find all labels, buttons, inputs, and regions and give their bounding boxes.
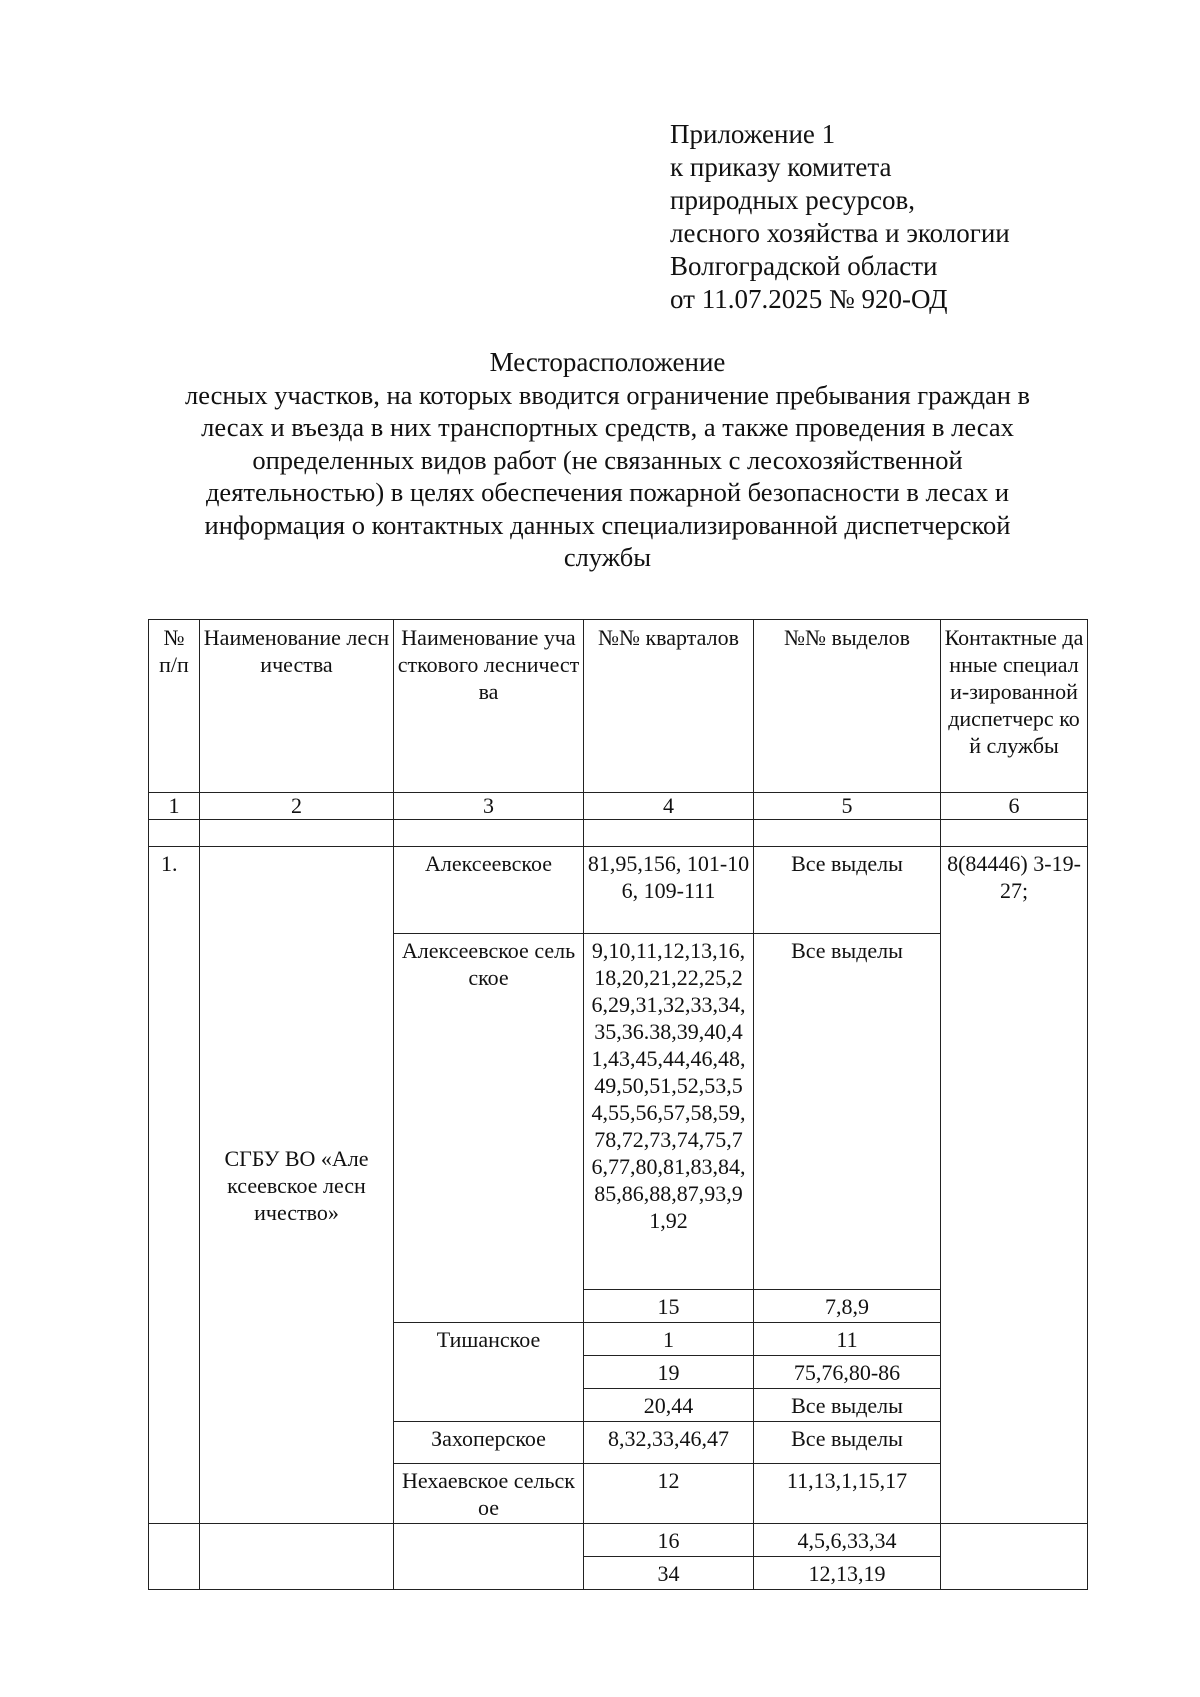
empty-cell [394, 1524, 584, 1590]
district-name: Нехаевское сельское [394, 1464, 584, 1524]
sections-cell: Все выделы [754, 1389, 941, 1422]
table-header-row [149, 620, 1088, 793]
district-name: Тишанское [394, 1323, 584, 1422]
column-number: 3 [394, 793, 584, 820]
empty-cell [941, 820, 1088, 847]
subtitle-line: лесах и въезда в них транспортных средств, а также проведения в лесах [201, 412, 1014, 442]
subtitle-line: службы [563, 542, 652, 572]
sections-cell: 75,76,80-86 [754, 1356, 941, 1389]
column-number-row [149, 793, 1088, 820]
quarters-cell: 19 [584, 1356, 754, 1389]
empty-cell [941, 1524, 1088, 1590]
sections-cell: Все выделы [754, 934, 941, 1290]
header-number: № п/п [149, 620, 200, 793]
appendix-line: к приказу комитета [670, 152, 892, 182]
header-quarters: №№ кварталов [584, 620, 754, 793]
contact-cell: 8(84446) 3-19-27; [941, 847, 1088, 1524]
subtitle-line: информация о контактных данных специализированной диспетчерской [204, 509, 1011, 540]
quarters-cell: 34 [584, 1557, 754, 1590]
appendix-line: Приложение 1 [670, 119, 836, 149]
subtitle-line: определенных видов работ (не связанных с лесохозяйственной [252, 444, 963, 475]
sections-cell: 11,13,1,15,17 [754, 1464, 941, 1524]
row-number: 1. [149, 847, 200, 1524]
quarters-cell: 16 [584, 1524, 754, 1557]
empty-cell [394, 820, 584, 847]
quarters-cell: 15 [584, 1290, 754, 1323]
sections-cell: 4,5,6,33,34 [754, 1524, 941, 1557]
subtitle-line: лесных участков, на которых вводится ограничение пребывания граждан в [184, 379, 1031, 410]
district-name: Алексеевское сельское [394, 934, 584, 1323]
header-sections: №№ выделов [754, 620, 941, 793]
empty-cell [200, 820, 394, 847]
quarters-cell: 1 [584, 1323, 754, 1356]
empty-cell [584, 820, 754, 847]
empty-cell [200, 1524, 394, 1590]
quarters-cell: 8,32,33,46,47 [584, 1422, 754, 1464]
document-title: Месторасположение [489, 347, 726, 377]
quarters-cell: 12 [584, 1464, 754, 1524]
quarters-cell: 9,10,11,12,13,16,18,20,21,22,25,26,29,31,32,33,34,35,36.38,39,40,41,43,45,44,46,48,49,50,51,52,53,54,55,56,57,58,59,78,72,73,74,75,76,77,80,81,83,84,85,86,88,87,93,91,92 [584, 934, 754, 1290]
empty-cell [149, 1524, 200, 1590]
header-forestry: Наименование лесничества [200, 620, 394, 793]
sections-cell: Все выделы [754, 1422, 941, 1464]
appendix-line: от 11.07.2025 № 920-ОД [670, 284, 948, 314]
column-number: 1 [149, 793, 200, 820]
sections-cell: Все выделы [754, 847, 941, 934]
appendix-line: природных ресурсов, [670, 185, 915, 215]
column-number: 4 [584, 793, 754, 820]
district-name: Захоперское [394, 1422, 584, 1464]
appendix-line: Волгоградской области [670, 251, 938, 281]
sections-cell: 7,8,9 [754, 1290, 941, 1323]
table-row [149, 847, 1088, 934]
column-number: 6 [941, 793, 1088, 820]
quarters-cell: 20,44 [584, 1389, 754, 1422]
sections-cell: 12,13,19 [754, 1557, 941, 1590]
column-number: 2 [200, 793, 394, 820]
spacer-row [149, 820, 1088, 847]
forest-plots-table [148, 619, 1088, 1590]
empty-cell [754, 820, 941, 847]
header-contact: Контактные данные специали-зированной диспетчерс кой службы [941, 620, 1088, 793]
subtitle-line: деятельностью) в целях обеспечения пожарной безопасности в лесах и [205, 477, 1010, 507]
district-name: Алексеевское [394, 847, 584, 934]
quarters-cell: 81,95,156, 101-106, 109-111 [584, 847, 754, 934]
document-heading [140, 346, 1075, 574]
column-number: 5 [754, 793, 941, 820]
forestry-name: СГБУ ВО «Алексеевское лесничество» [200, 847, 394, 1524]
sections-cell: 11 [754, 1323, 941, 1356]
empty-cell [149, 820, 200, 847]
table-row [149, 1524, 1088, 1557]
appendix-line: лесного хозяйства и экологии [670, 218, 1010, 248]
appendix-block [670, 118, 1090, 316]
header-district: Наименование участкового лесничества [394, 620, 584, 793]
